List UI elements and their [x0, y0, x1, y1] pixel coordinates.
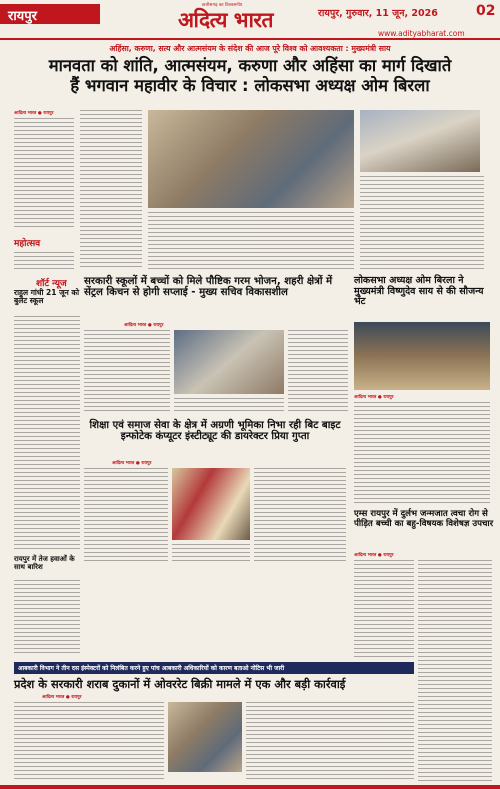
- lead-text-under-photo: [148, 212, 354, 270]
- section-label: रायपुर: [8, 9, 37, 24]
- lead-text-right-col: [360, 176, 484, 270]
- birla-headline: लोकसभा अध्यक्ष ओम बिरला ने मुख्यमंत्री विष्णुदेव साय से की सौजन्य भेंट: [354, 275, 484, 308]
- aiims-byline: आदित्य भारत ● रायपुर: [354, 553, 394, 558]
- school-text-under-photo: [174, 398, 284, 414]
- aiims-text-col-1: [354, 560, 414, 658]
- aiims-text-col-2: [418, 560, 492, 782]
- mahotsav-label: महोत्सव: [14, 239, 41, 249]
- school-text-col-1: [84, 330, 170, 414]
- logo-tagline: छत्तीसगढ़ का विश्वसनीय: [202, 3, 243, 8]
- footer-rule: [0, 785, 500, 789]
- school-photo: [174, 330, 284, 394]
- excise-headline: प्रदेश के सरकारी शराब दुकानों में ओवररेट बिक्री मामले में एक और बड़ी कार्रवाई: [14, 677, 346, 691]
- lead-kicker: अहिंसा, करुणा, सत्य और आत्मसंयम के संदेश की आज पूरे विश्व को आवश्यकता : मुख्यमंत्री साय: [109, 44, 391, 53]
- dateline: रायपुर, गुरुवार, 11 जून, 2026: [318, 8, 438, 19]
- masthead: [0, 0, 500, 40]
- education-text-col-1: [84, 468, 168, 564]
- school-text-col-3: [288, 330, 348, 414]
- rain-headline: रायपुर में तेज हवाओं के साथ बारिश: [14, 555, 75, 571]
- aiims-headline: एम्स रायपुर में दुर्लभ जन्मजात त्वचा रोग से पीड़ित बच्ची का बहु-विषयक विशेषज्ञ उपचार: [354, 509, 494, 529]
- school-byline: आदित्य भारत ● रायपुर: [124, 323, 164, 328]
- masthead-rule: [0, 38, 500, 40]
- lead-text-col-1: [14, 118, 74, 230]
- short-news-text: [14, 316, 80, 550]
- lead-byline: आदित्य भारत ● रायपुर: [14, 111, 54, 116]
- education-byline: आदित्य भारत ● रायपुर: [112, 461, 152, 466]
- lead-side-photo: [360, 110, 480, 172]
- lead-photo: [148, 110, 354, 208]
- lead-headline-line-2: हैं भगवान महावीर के विचार : लोकसभा अध्यक्ष ओम बिरला: [70, 76, 430, 95]
- lead-text-col-2: [80, 110, 142, 270]
- excise-text-col-2: [246, 702, 414, 782]
- school-headline: सरकारी स्कूलों में बच्चों को मिले पौष्टिक गरम भोजन, शहरी क्षेत्रों में सेंट्रल किचन से होगी सप्लाई - मुख्य सचिव विकासशील: [84, 276, 333, 299]
- rain-text: [14, 580, 80, 656]
- short-news-label: शॉर्ट न्यूज: [36, 279, 67, 289]
- birla-text: [354, 402, 490, 504]
- excise-text-col-1: [14, 702, 164, 782]
- excise-byline: आदित्य भारत ● रायपुर: [42, 695, 82, 700]
- birla-photo: [354, 322, 490, 390]
- logo: अदित्य भारत: [178, 8, 273, 32]
- birla-byline: आदित्य भारत ● रायपुर: [354, 395, 394, 400]
- education-headline: शिक्षा एवं समाज सेवा के क्षेत्र में अग्रणी भूमिका निभा रही बिट बाइट इन्फोटेक कंप्यूटर इंस्टीट्यूट की डायरेक्टर प्रिया गुप्ता: [89, 420, 341, 443]
- education-text-col-3: [254, 468, 346, 564]
- short-news-headline: राहुल गांधी 21 जून को बुलेट स्कूल: [14, 288, 80, 306]
- excise-banner-text: आबकारी विभाग ने तीन दस इंस्पेक्टरों को निलंबित करने हुए पांच आबकारी अधिकारियों को कारण बताओ नोटिस भी जारी: [18, 665, 285, 672]
- website: www.adityabharat.com: [378, 29, 465, 38]
- education-text-under-photo: [172, 544, 250, 564]
- lead-headline-line-1: मानवता को शांति, आत्मसंयम, करुणा और अहिंसा का मार्ग दिखाते: [48, 56, 452, 75]
- lead-text-col-1b: [14, 252, 74, 272]
- education-photo: [172, 468, 250, 540]
- excise-photo: [168, 702, 242, 772]
- page-number: 02: [476, 3, 496, 19]
